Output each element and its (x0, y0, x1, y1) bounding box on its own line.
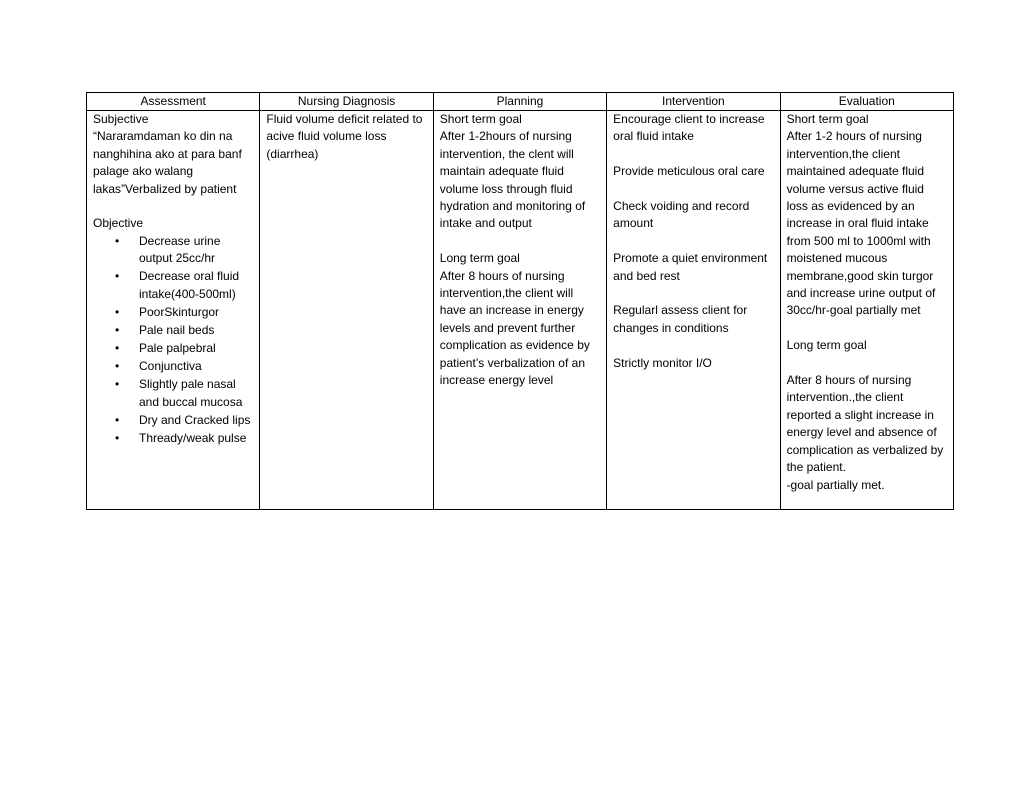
finding-text: PoorSkinturgor (139, 304, 220, 319)
subjective-label: Subjective (93, 112, 149, 126)
bullet-icon: • (115, 412, 120, 427)
spacer (613, 233, 774, 250)
evaluation-long-term-label: Long term goal (786, 338, 867, 353)
finding-text: Decrease oral fluid intake(400-500ml) (139, 269, 240, 301)
header-nursing-diagnosis: Nursing Diagnosis (260, 93, 433, 111)
intervention-item: Promote a quiet environment and bed rest (613, 251, 768, 283)
intervention-cell (607, 111, 780, 510)
assessment-cell (87, 111, 260, 510)
list-item (93, 412, 254, 429)
intervention-item: Strictly monitor I/O (613, 355, 712, 370)
bullet-icon: • (115, 359, 120, 374)
list-item (93, 376, 254, 411)
finding-text: Decrease urine output 25cc/hr (139, 233, 221, 266)
bullet-icon: • (115, 304, 120, 319)
list-item (93, 304, 254, 321)
finding-text: Slightly pale nasal and buccal mucosa (139, 377, 243, 409)
evaluation-short-term-label: Short term goal (786, 112, 869, 126)
list-item (93, 358, 254, 375)
table-row (87, 111, 954, 510)
evaluation-long-term-text: After 8 hours of nursing intervention.,the client reported a slight increase in energy level and absence of complication as verbalized by the patient. (786, 373, 944, 475)
bullet-icon: • (115, 322, 120, 337)
header-evaluation: Evaluation (780, 93, 953, 111)
intervention-item: Encourage client to increase oral fluid intake (613, 112, 765, 144)
finding-text: Conjunctiva (139, 359, 202, 374)
finding-text: Thready/weak pulse (139, 430, 247, 445)
bullet-icon: • (115, 269, 120, 284)
finding-text: Pale palpebral (139, 341, 216, 356)
header-planning: Planning (433, 93, 606, 111)
bullet-icon: • (115, 377, 120, 392)
bullet-icon: • (115, 341, 120, 356)
intervention-item: Regularl assess client for changes in conditions (613, 303, 748, 335)
list-item (93, 322, 254, 339)
spacer (613, 146, 774, 163)
list-item (93, 430, 254, 447)
evaluation-long-term-result: -goal partially met. (786, 477, 885, 492)
spacer (787, 355, 948, 372)
finding-text: Dry and Cracked lips (139, 412, 251, 427)
intervention-item: Check voiding and record amount (613, 199, 750, 231)
evaluation-short-term-text: After 1-2 hours of nursing intervention,the client maintained adequate fluid volume versus active fluid loss as evidenced by an increase in oral fluid intake from 500 ml to 1000ml with moistened mucous membrane,good skin turgor and increase urine output of 30cc/hr-goal partially met (786, 129, 936, 318)
objective-findings-list (93, 233, 254, 447)
nursing-care-plan-table (86, 92, 954, 510)
planning-long-term-text: After 8 hours of nursing intervention,the client will have an increase in energy levels and prevent further complication as evidence by patient’s verbalization of an increase energy level (439, 268, 590, 388)
header-intervention: Intervention (607, 93, 780, 111)
subjective-text: “Nararamdaman ko din na nanghihina ako at para banf palage ako walang lakas”Verbalized by patient (93, 129, 242, 196)
list-item (93, 340, 254, 357)
diagnosis-cell (260, 111, 433, 510)
bullet-icon: • (115, 430, 120, 445)
planning-cell (433, 111, 606, 510)
list-item (93, 268, 254, 303)
objective-label: Objective (93, 216, 144, 231)
list-item (93, 233, 254, 268)
evaluation-cell (780, 111, 953, 510)
spacer (613, 181, 774, 198)
planning-short-term-label: Short term goal (439, 112, 522, 126)
intervention-item: Provide meticulous oral care (613, 164, 765, 179)
spacer (93, 198, 254, 215)
planning-long-term-label: Long term goal (439, 251, 520, 266)
bullet-icon: • (115, 233, 120, 248)
spacer (440, 233, 601, 250)
diagnosis-text: Fluid volume deficit related to acive fluid volume loss (diarrhea) (266, 112, 423, 161)
spacer (613, 285, 774, 302)
spacer (613, 337, 774, 354)
spacer (787, 320, 948, 337)
table-header-row (87, 93, 954, 111)
planning-short-term-text: After 1-2hours of nursing intervention, the clent will maintain adequate fluid volume loss through fluid hydration and monitoring of intake and output (439, 129, 586, 231)
header-assessment: Assessment (87, 93, 260, 111)
finding-text: Pale nail beds (139, 322, 215, 337)
